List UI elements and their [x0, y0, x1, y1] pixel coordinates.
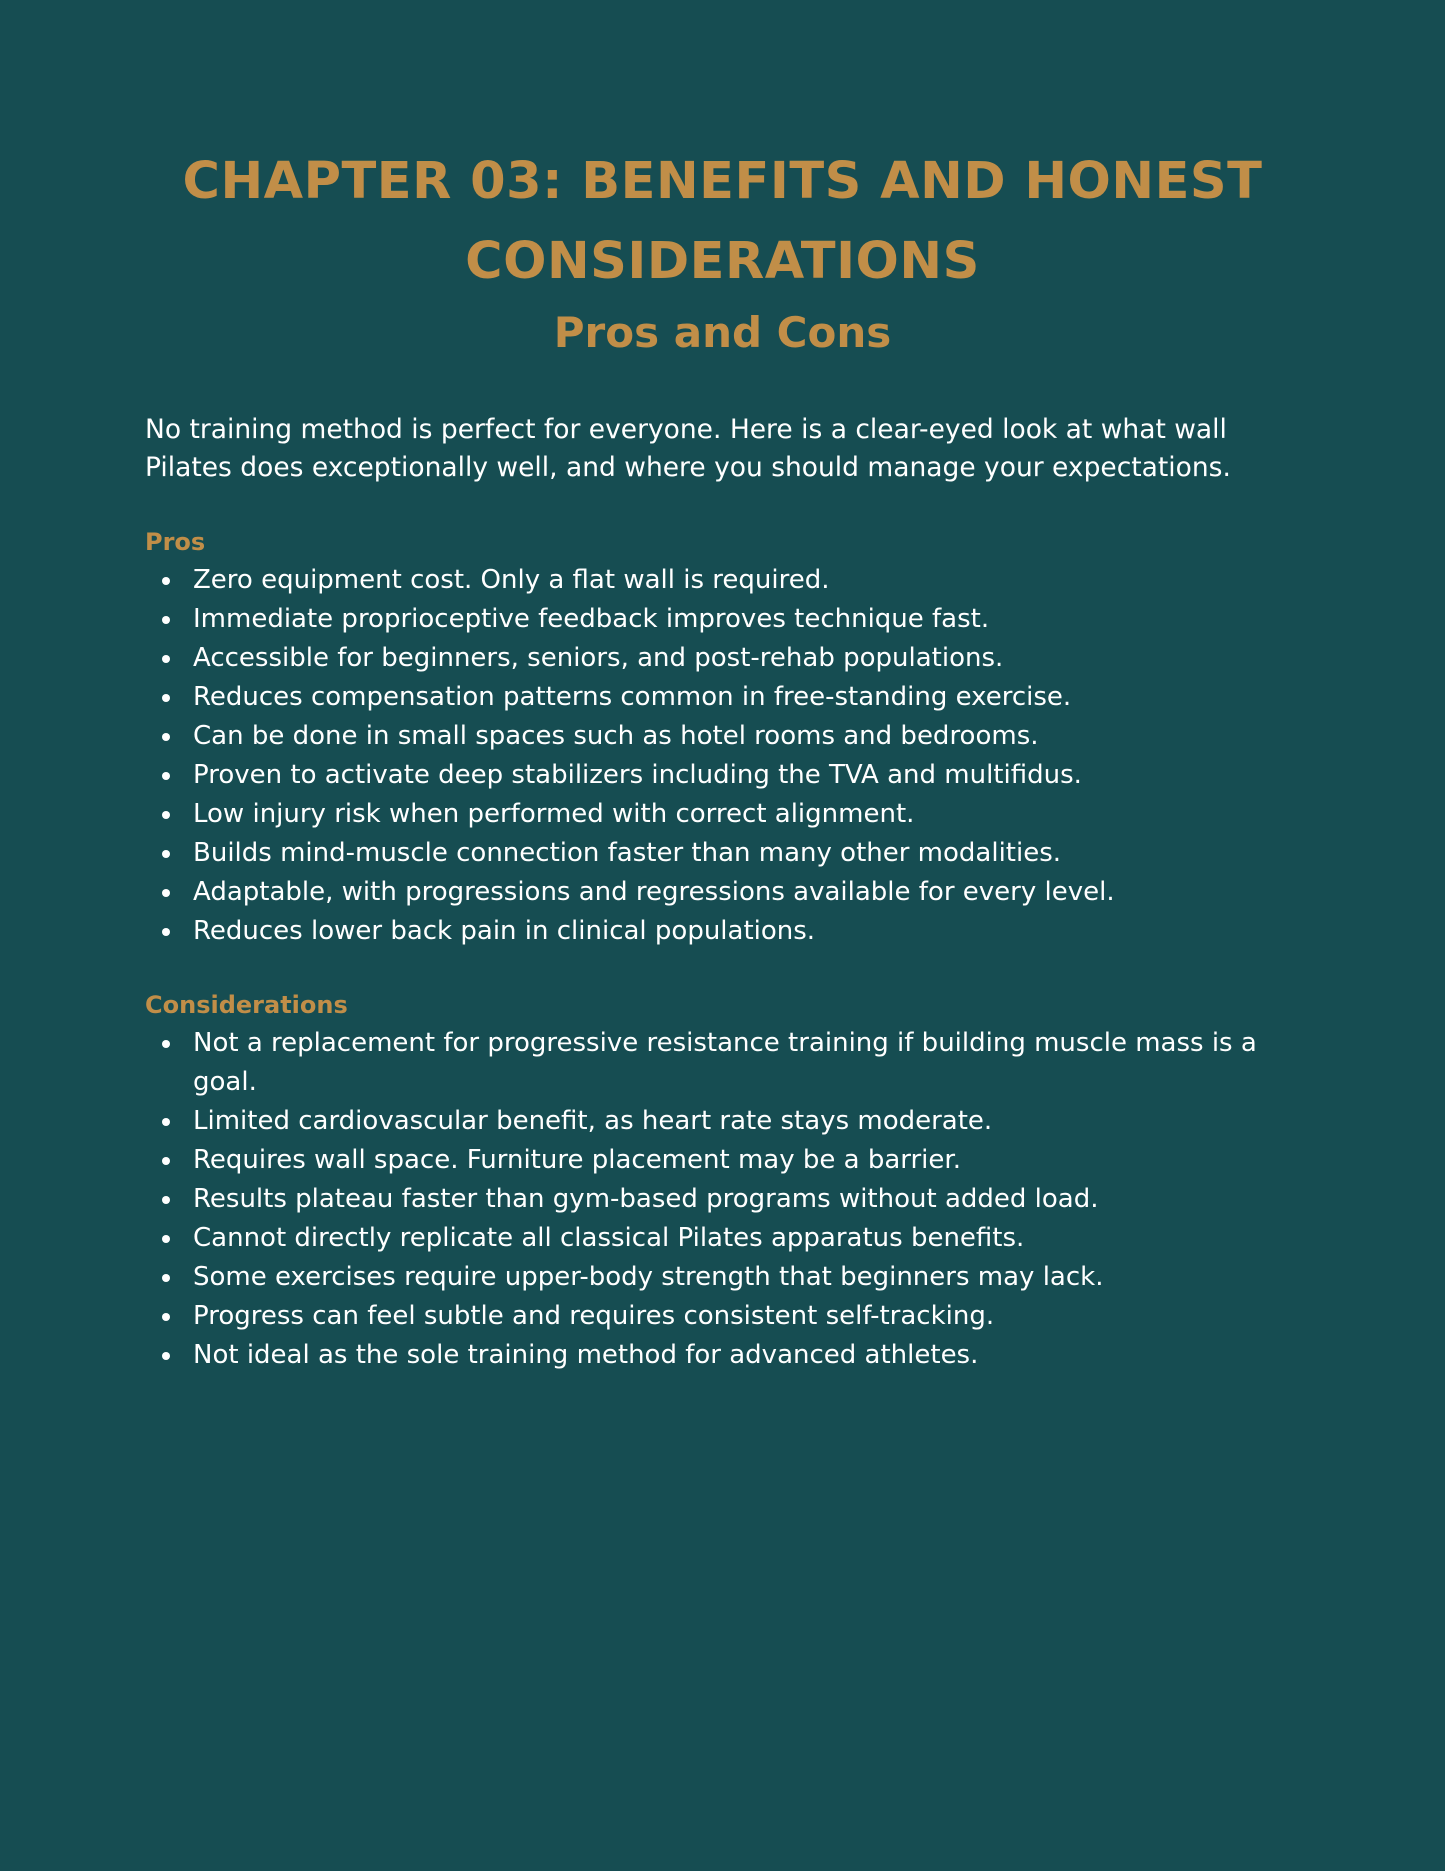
- pros-list-item: [145, 600, 1300, 639]
- pros-item-text: Zero equipment cost. Only a flat wall is required.: [193, 565, 830, 595]
- considerations-list-item: [145, 1258, 1300, 1297]
- pros-item-text: Can be done in small spaces such as hotel rooms and bedrooms.: [193, 721, 1039, 751]
- pros-list-item: [145, 678, 1300, 717]
- bullet-icon: [162, 850, 170, 858]
- pros-item-text: Immediate proprioceptive feedback improves technique fast.: [193, 604, 990, 634]
- considerations-heading: Considerations: [145, 991, 348, 1019]
- pros-item-text: Proven to activate deep stabilizers including the TVA and multifidus.: [193, 760, 1082, 790]
- pros-list-item: [145, 717, 1300, 756]
- pros-item-text: Reduces compensation patterns common in free-standing exercise.: [193, 682, 1072, 712]
- bullet-icon: [162, 811, 170, 819]
- considerations-item-text: Not ideal as the sole training method for advanced athletes.: [193, 1340, 979, 1370]
- bullet-icon: [162, 928, 170, 936]
- considerations-item-text: Some exercises require upper-body strength that beginners may lack.: [193, 1262, 1104, 1292]
- pros-heading: Pros: [145, 528, 206, 556]
- pros-list-item: [145, 756, 1300, 795]
- considerations-item-text: Progress can feel subtle and requires consistent self-tracking.: [193, 1301, 995, 1331]
- bullet-icon: [162, 1040, 170, 1048]
- considerations-item-text: Requires wall space. Furniture placement may be a barrier.: [193, 1145, 961, 1175]
- pros-list-item: [145, 795, 1300, 834]
- bullet-icon: [162, 1313, 170, 1321]
- intro-paragraph: No training method is perfect for everyone. Here is a clear-eyed look at what wall Pilates does exceptionally well, and where you should manage your expectations.: [145, 414, 1231, 483]
- pros-list-item: [145, 639, 1300, 678]
- considerations-list-item: [145, 1297, 1300, 1336]
- pros-item-text: Builds mind-muscle connection faster than many other modalities.: [193, 838, 1062, 868]
- bullet-icon: [162, 1274, 170, 1282]
- considerations-item-text: Cannot directly replicate all classical Pilates apparatus benefits.: [193, 1223, 1025, 1253]
- considerations-list-item: [145, 1336, 1300, 1375]
- considerations-list: [145, 1024, 1300, 1375]
- considerations-list-item: [145, 1024, 1300, 1102]
- pros-list-item: [145, 873, 1300, 912]
- bullet-icon: [162, 889, 170, 897]
- bullet-icon: [162, 616, 170, 624]
- bullet-icon: [162, 1118, 170, 1126]
- section-subtitle: Pros and Cons: [553, 308, 892, 357]
- chapter-title: CHAPTER 03: BENEFITS AND HONEST CONSIDERATIONS: [182, 152, 1263, 291]
- bullet-icon: [162, 655, 170, 663]
- pros-item-text: Adaptable, with progressions and regressions available for every level.: [193, 877, 1115, 907]
- bullet-icon: [162, 1235, 170, 1243]
- considerations-list-item: [145, 1141, 1300, 1180]
- bullet-icon: [162, 1352, 170, 1360]
- bullet-icon: [162, 694, 170, 702]
- bullet-icon: [162, 1157, 170, 1165]
- pros-list-item: [145, 912, 1300, 951]
- pros-item-text: Accessible for beginners, seniors, and post-rehab populations.: [193, 643, 1004, 673]
- pros-item-text: Reduces lower back pain in clinical populations.: [193, 916, 816, 946]
- considerations-item-text: Not a replacement for progressive resistance training if building muscle mass is a goal.: [193, 1028, 1257, 1097]
- pros-list-item: [145, 561, 1300, 600]
- pros-item-text: Low injury risk when performed with correct alignment.: [193, 799, 915, 829]
- bullet-icon: [162, 577, 170, 585]
- considerations-item-text: Limited cardiovascular benefit, as heart rate stays moderate.: [193, 1106, 993, 1136]
- considerations-list-item: [145, 1102, 1300, 1141]
- considerations-list-item: [145, 1219, 1300, 1258]
- bullet-icon: [162, 1196, 170, 1204]
- pros-list: [145, 561, 1300, 951]
- bullet-icon: [162, 772, 170, 780]
- pros-list-item: [145, 834, 1300, 873]
- considerations-item-text: Results plateau faster than gym-based programs without added load.: [193, 1184, 1099, 1214]
- bullet-icon: [162, 733, 170, 741]
- considerations-list-item: [145, 1180, 1300, 1219]
